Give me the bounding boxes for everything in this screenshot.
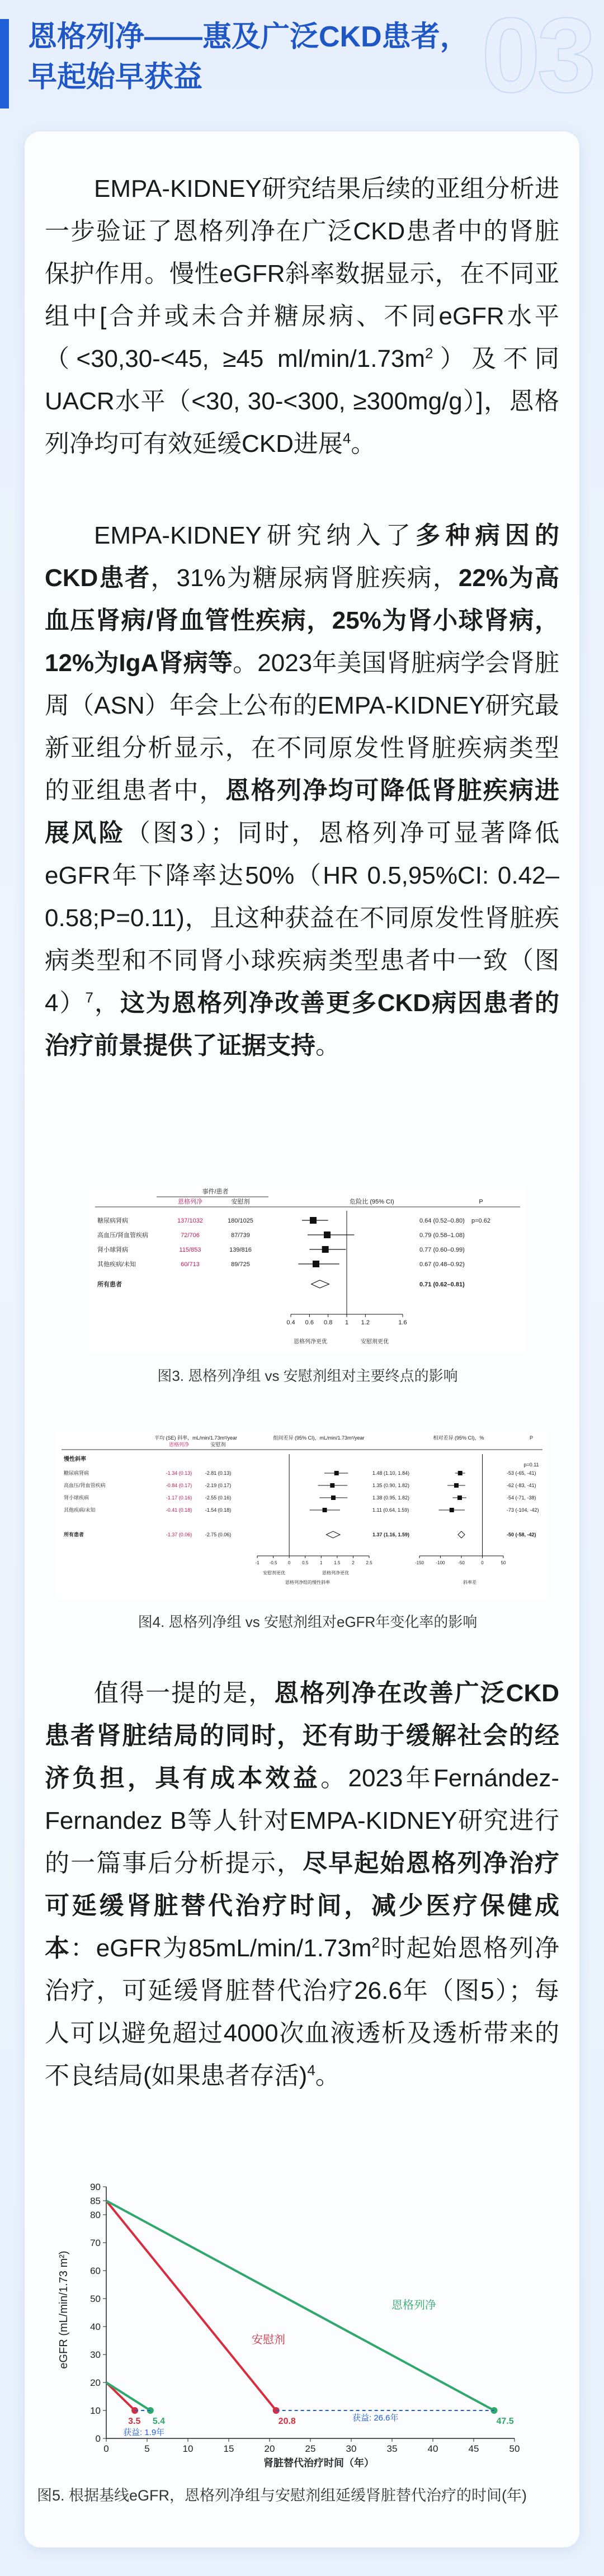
fig5-x-tick-label: 25 (305, 2443, 316, 2454)
fig4-row-rel: -73 (-104, -42) (507, 1507, 539, 1513)
figure-5-svg (56, 2170, 548, 2472)
para2-text-3: 。2023年美国肾脏病学会肾脏周（ASN）年会上公布的EMPA-KIDNEY研究最新亚组分析显示，在不同原发性肾脏疾病类型的亚组患者中， (45, 649, 559, 804)
fig3-point-square (322, 1246, 329, 1253)
section-title-line-1: 恩格列净——惠及广泛CKD患者， (28, 21, 469, 53)
figure-4-forest-plot (56, 1432, 548, 1600)
fig5-endpoint-label: 5.4 (152, 2417, 166, 2426)
fig4-row-placebo: -2.55 (0.16) (205, 1495, 232, 1501)
fig5-x-tick-label: 5 (144, 2443, 150, 2454)
fig3-point-square (324, 1232, 331, 1238)
fig3-overall-diamond (312, 1280, 329, 1288)
fig4-rel-point (450, 1508, 454, 1512)
fig5-ylabel: eGFR (mL/min/1.73 m²) (58, 2251, 70, 2369)
fig3-row-label: 糖尿病肾病 (97, 1218, 128, 1224)
fig3-row-hr: 0.64 (0.52–0.80) (419, 1218, 465, 1224)
fig4-row-abs: 1.11 (0.64, 1.59) (372, 1507, 409, 1513)
para1-text-1: EMPA-KIDNEY研究结果后续的亚组分析进一步验证了恩格列净在广泛CKD患者中的肾脏保护作用。慢性eGFR斜率数据显示，在不同亚组中[合并或未合并糖尿病、不同eGFR水平（<30,30-<45, ≥45 ml/min/1.73m (45, 175, 559, 372)
para3-bold-2: 尽早起始恩格列净治疗可延缓肾脏替代治疗时间，减少医疗保健成本 (45, 1850, 560, 1962)
fig5-y-tick-label: 30 (90, 2349, 101, 2360)
fig3-events-header: 事件/患者 (202, 1188, 229, 1195)
fig5-label-placebo: 安慰剂 (252, 2334, 285, 2346)
fig4-note-left: 恩格列净组的慢性斜率 (285, 1580, 330, 1585)
fig3-row-label: 肾小球肾病 (97, 1247, 128, 1253)
fig4-favors-empa: 恩格列净更优 (322, 1570, 349, 1575)
para2-bold-2: 22%为高血压肾病/肾血管性疾病，25%为肾小球肾病，12%为IgA肾病等 (45, 564, 559, 677)
para1-ref-4: 4 (342, 430, 351, 447)
fig3-row-hr: 0.79 (0.58–1.08) (419, 1232, 465, 1239)
section-title (28, 17, 531, 97)
fig4-row-placebo: -2.75 (0.06) (205, 1532, 232, 1537)
fig5-xlabel: 肾脏替代治疗时间（年） (263, 2457, 374, 2469)
fig4-row-label: 其他疾病/未知 (64, 1507, 96, 1513)
fig3-point-square (313, 1261, 319, 1267)
fig4-p-value: p=0.11 (523, 1462, 539, 1468)
fig4-row-empa: -1.37 (0.06) (166, 1532, 192, 1537)
fig5-y-tick-label: 70 (90, 2238, 101, 2248)
para2-bold-4: 这为恩格列净改善更多CKD病因患者的治疗前景提供了证据支持 (45, 989, 560, 1059)
fig5-x-tick-label: 10 (182, 2443, 194, 2454)
fig4-row-abs: 1.38 (0.95, 1.82) (372, 1495, 410, 1501)
fig4-abs-diamond (326, 1531, 340, 1538)
paragraph-multiple-etiologies (45, 515, 559, 1067)
fig4-row-label: 高血压/肾血管疾病 (64, 1483, 106, 1488)
section-title-line-2: 早起始早获益 (28, 61, 203, 93)
para2-text-6: 。 (315, 1032, 340, 1059)
para1-sup-1: 2 (425, 345, 433, 362)
fig4-header-left: 平均 (SE) 斜率，mL/min/1.73m²/year (154, 1435, 238, 1441)
fig4-right-tick-label: 50 (501, 1560, 506, 1565)
fig5-x-tick-label: 0 (103, 2443, 109, 2454)
fig4-rel-point (454, 1483, 459, 1488)
fig3-row-empa: 60/713 (181, 1261, 200, 1268)
fig5-y-tick-label: 40 (90, 2322, 101, 2332)
para2-text-2: ，31%为糖尿病肾脏疾病， (150, 564, 459, 592)
fig5-y-tick-label: 10 (90, 2405, 101, 2416)
paragraph-subgroup-analysis (45, 168, 559, 465)
fig3-col-placebo: 安慰剂 (231, 1199, 250, 1205)
fig3-col-empa: 恩格列净 (178, 1199, 202, 1205)
fig3-col-hr: 危险比 (95% CI) (350, 1199, 394, 1205)
fig4-rel-point (457, 1495, 462, 1500)
fig3-row-placebo: 87/739 (231, 1232, 250, 1239)
fig4-left-tick-label: 1.5 (334, 1560, 341, 1565)
para2-text-4: （图3）；同时，恩格列净可显著降低eGFR年下降率达50%（HR 0.5,95%CI: 0.42–0.58;P=0.11)，且这种获益在不同原发性肾脏疾病类型和不同肾小球疾病类型患者中一致（图4） (45, 819, 559, 1017)
fig3-row-hr: 0.77 (0.60–0.99) (419, 1247, 465, 1253)
section-number: 03 (481, 0, 593, 115)
para2-bold-1: 多种病因的CKD患者 (45, 522, 559, 592)
title-accent-bar (0, 19, 9, 108)
fig4-rel-point (458, 1471, 463, 1475)
fig4-row-label: 糖尿病肾病 (64, 1470, 89, 1476)
fig4-left-tick-label: -0.5 (269, 1560, 277, 1565)
fig4-left-tick-label: 1 (320, 1560, 323, 1565)
fig3-x-tick-label: 1.2 (361, 1319, 370, 1326)
para2-bold-3: 恩格列净均可降低肾脏疾病进展风险 (45, 777, 560, 847)
para3-sup-1: 2 (371, 1934, 380, 1951)
fig3-row-placebo: 89/725 (231, 1261, 250, 1268)
fig5-label-empa: 恩格列净 (391, 2299, 436, 2311)
fig4-right-tick-label: -100 (436, 1560, 445, 1565)
fig5-series-line (106, 2382, 150, 2410)
fig4-row-placebo: -1.54 (0.18) (205, 1507, 232, 1513)
fig3-row-p: p=0.62 (471, 1218, 490, 1224)
fig3-row-label: 高血压/肾血管疾病 (97, 1232, 149, 1239)
fig3-x-tick-label: 1.6 (398, 1319, 407, 1326)
fig4-row-empa: -0.84 (0.17) (166, 1483, 192, 1488)
fig5-y-tick-label: 90 (90, 2182, 101, 2192)
fig3-row-hr: 0.71 (0.62–0.81) (419, 1281, 465, 1288)
fig3-favors-placebo: 安慰剂更优 (361, 1339, 389, 1345)
fig4-row-abs: 1.48 (1.10, 1.84) (372, 1470, 410, 1476)
para3-text-4: 时起始恩格列净治疗，可延缓肾脏替代治疗26.6年（图5）；每人可以避免超过4000次血液透析及透析带来的不良结局(如果患者存活) (45, 1935, 560, 2089)
fig3-row-hr: 0.67 (0.48–0.92) (419, 1261, 465, 1268)
fig5-x-tick-label: 40 (427, 2443, 438, 2454)
fig3-x-tick-label: 0.8 (324, 1319, 333, 1326)
fig3-row-empa: 137/1032 (177, 1218, 203, 1224)
figure-4-svg (56, 1432, 548, 1600)
fig4-row-empa: -0.41 (0.18) (166, 1507, 192, 1513)
fig4-right-tick-label: 0 (481, 1560, 484, 1565)
para3-text-1: 值得一提的是， (94, 1679, 275, 1707)
fig3-x-tick-label: 0.4 (286, 1319, 295, 1326)
figure-3-svg (89, 1186, 526, 1353)
fig4-left-tick-label: -1 (255, 1560, 259, 1565)
fig4-abs-point (323, 1508, 327, 1512)
fig4-row-abs: 1.37 (1.16, 1.59) (372, 1532, 410, 1537)
fig4-right-tick-label: -50 (458, 1560, 465, 1565)
fig4-row-rel: -50 (-58, -42) (507, 1532, 536, 1537)
figure-5-caption: 图5. 根据基线eGFR，恩格列净组与安慰剂组延缓肾脏替代治疗的时间(年) (37, 2487, 527, 2504)
fig3-row-label: 所有患者 (97, 1281, 122, 1288)
fig4-abs-point (334, 1471, 339, 1475)
fig4-right-tick-label: -150 (414, 1560, 424, 1565)
fig5-x-tick-label: 30 (346, 2443, 357, 2454)
fig3-row-label: 其他疾病/未知 (97, 1261, 136, 1268)
para2-ref-7: 7 (85, 989, 93, 1006)
fig4-favors-placebo: 安慰剂更优 (263, 1570, 285, 1575)
fig4-left-tick-label: 0.5 (302, 1560, 309, 1565)
figure-3-caption: 图3. 恩格列净组 vs 安慰剂组对主要终点的影响 (157, 1367, 458, 1384)
fig4-row-placebo: -2.19 (0.17) (205, 1483, 232, 1488)
fig4-left-tick-label: 2 (352, 1560, 355, 1565)
para2-text-1: EMPA-KIDNEY研究纳入了 (94, 522, 416, 549)
fig4-header-right: 相对差异 (95% CI)，% (433, 1435, 484, 1441)
fig3-favors-empa: 恩格列净更优 (294, 1339, 327, 1345)
fig4-row-label: 肾小球疾病 (64, 1495, 89, 1501)
fig5-gain-large: 获益: 26.6年 (352, 2413, 399, 2423)
fig4-row-rel: -53 (-65, -41) (507, 1470, 536, 1476)
fig3-row-placebo: 180/1025 (228, 1218, 253, 1224)
figure-5-line-chart (56, 2170, 548, 2472)
fig5-gain-small: 获益: 1.9年 (123, 2428, 165, 2437)
fig4-left-tick-label: 2.5 (366, 1560, 372, 1565)
fig4-col-p: P (529, 1435, 534, 1441)
para2-text-5: ， (93, 989, 120, 1017)
figure-4-caption: 图4. 恩格列净组 vs 安慰剂组对eGFR年变化率的影响 (138, 1613, 478, 1630)
fig5-series-line (106, 2382, 135, 2410)
para3-text-5: 。 (315, 2062, 340, 2089)
para1-text-2: ）及不同UACR水平（<30, 30-<300, ≥300mg/g）]，恩格列净均可有效延缓CKD进展 (45, 345, 560, 457)
fig4-row-rel: -54 (-71, -38) (507, 1495, 536, 1501)
fig4-group-label: 慢性斜率 (64, 1456, 86, 1462)
para3-ref-4: 4 (307, 2061, 315, 2079)
section-header (0, 0, 604, 115)
para3-text-3: ：eGFR为85mL/min/1.73m (70, 1935, 372, 1962)
fig5-series-line (106, 2201, 276, 2410)
fig3-x-tick-label: 1 (345, 1319, 349, 1326)
para1-text-3: 。 (351, 430, 376, 457)
fig5-x-tick-label: 45 (468, 2443, 479, 2454)
fig4-row-abs: 1.35 (0.90, 1.82) (372, 1483, 410, 1488)
fig3-x-tick-label: 0.6 (305, 1319, 314, 1326)
fig4-note-right: 斜率差 (463, 1580, 476, 1585)
fig5-endpoint-label: 47.5 (496, 2417, 514, 2426)
figure-3-forest-plot (89, 1186, 526, 1353)
fig4-rel-diamond (458, 1531, 465, 1538)
fig5-y-tick-label: 85 (90, 2196, 101, 2206)
fig5-y-tick-label: 60 (90, 2266, 101, 2276)
fig4-left-tick-label: 0 (287, 1560, 291, 1565)
fig4-row-rel: -62 (-83, -41) (507, 1483, 536, 1488)
fig5-y-tick-label: 80 (90, 2210, 101, 2220)
fig4-row-label: 所有患者 (64, 1532, 84, 1537)
fig4-abs-point (330, 1483, 334, 1488)
fig4-row-empa: -1.17 (0.16) (166, 1495, 192, 1501)
fig5-x-tick-label: 50 (509, 2443, 520, 2454)
fig5-y-tick-label: 50 (90, 2294, 101, 2304)
para3-text-2: 。2023年Fernández-Fernandez B等人针对EMPA-KIDNEY研究进行的一篇事后分析提示， (45, 1764, 560, 1877)
fig3-point-square (310, 1217, 317, 1224)
fig4-row-empa: -1.34 (0.13) (166, 1470, 192, 1476)
fig3-row-placebo: 139/816 (229, 1247, 252, 1253)
fig5-x-tick-label: 35 (386, 2443, 398, 2454)
fig5-x-tick-label: 15 (223, 2443, 234, 2454)
fig4-row-placebo: -2.81 (0.13) (205, 1470, 232, 1476)
fig5-y-tick-label: 20 (90, 2377, 101, 2388)
paragraph-cost-effectiveness (45, 1672, 559, 2097)
fig5-endpoint-label: 20.8 (278, 2417, 296, 2426)
fig3-row-empa: 72/706 (181, 1232, 200, 1239)
para3-bold-1: 恩格列净在改善广泛CKD患者肾脏结局的同时，还有助于缓解社会的经济负担，具有成本效益 (45, 1679, 560, 1792)
fig4-abs-point (331, 1495, 336, 1500)
fig5-x-tick-label: 20 (264, 2443, 275, 2454)
fig3-col-p: P (479, 1199, 483, 1205)
fig5-y-tick-label: 0 (95, 2433, 101, 2444)
fig4-col-empa: 恩格列净 (168, 1442, 190, 1447)
fig4-col-placebo: 安慰剂 (210, 1442, 226, 1447)
fig5-endpoint-label: 3.5 (128, 2417, 141, 2426)
fig3-row-empa: 115/853 (179, 1247, 201, 1253)
fig4-header-mid: 组间差异 (95% CI)，mL/min/1.73m²/year (273, 1435, 365, 1441)
